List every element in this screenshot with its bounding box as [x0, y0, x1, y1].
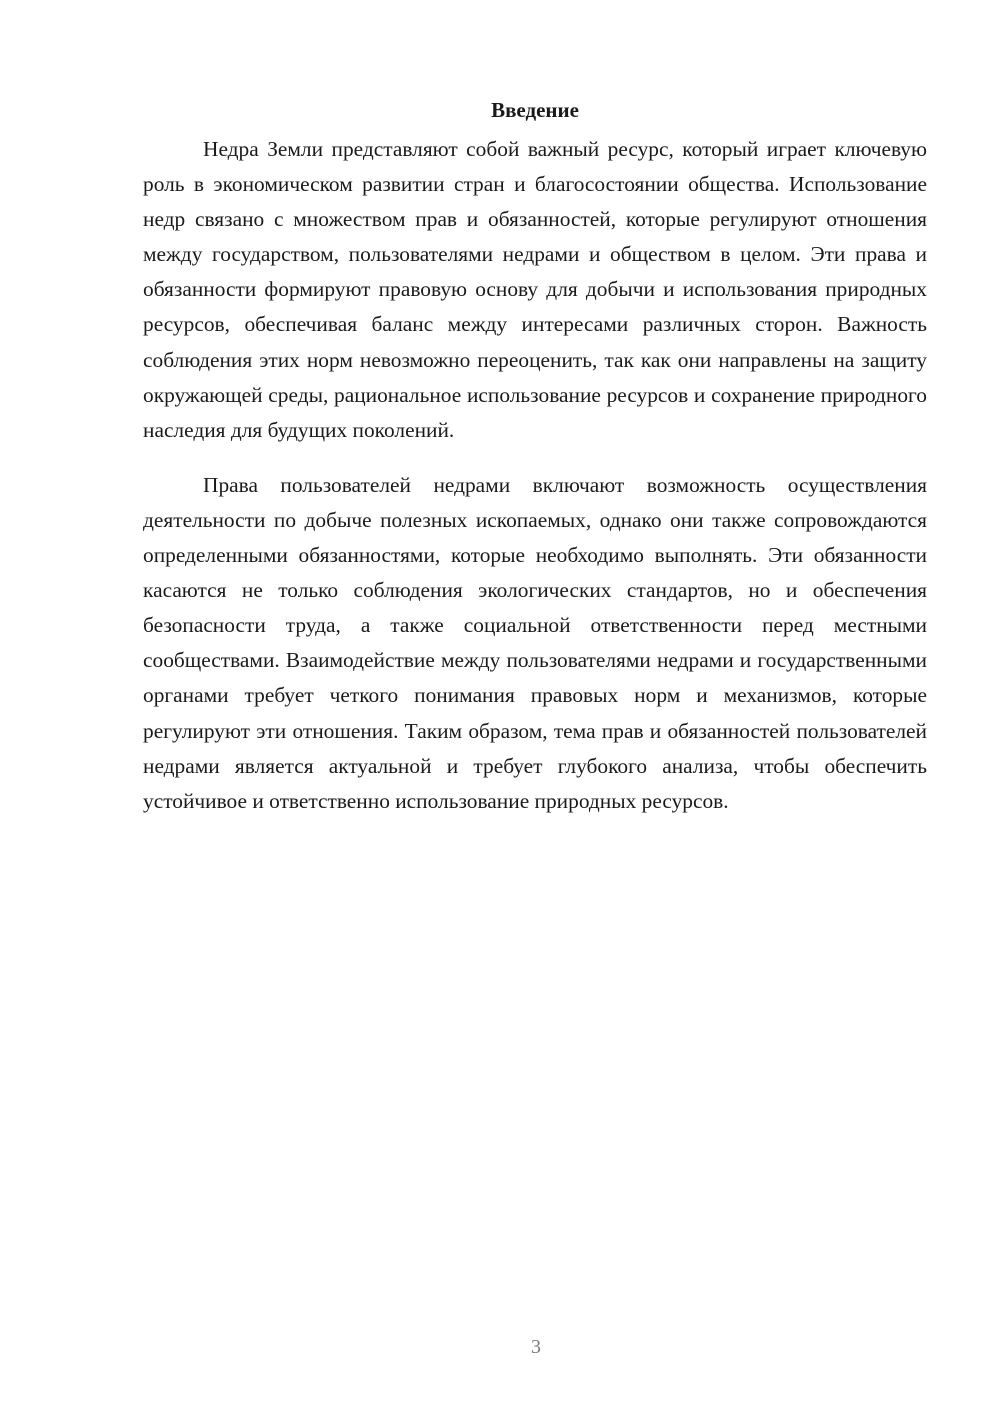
page-content — [143, 95, 927, 819]
section-heading: Введение — [491, 98, 579, 122]
page-number: 3 — [531, 1336, 541, 1358]
paragraph-introduction-2: Права пользователей недрами включают возможность осуществления деятельности по добыче полезных ископаемых, однако они также сопровождаются определенными обязанностями, которые необходимо выполнять. Эти обязанности касаются не только соблюдения экологических стандартов, но и обеспечения безопасности труда, а также социальной ответственности перед местными сообществами. Взаимодействие между пользователями недрами и государственными органами требует четкого понимания правовых норм и механизмов, которые регулируют эти отношения. Таким образом, тема прав и обязанностей пользователей недрами является актуальной и требует глубокого анализа, чтобы обеспечить устойчивое и ответственно использование природных ресурсов. — [143, 472, 927, 813]
paragraph-introduction-1: Недра Земли представляют собой важный ресурс, который играет ключевую роль в экономическом развитии стран и благосостоянии общества. Использование недр связано с множеством прав и обязанностей, которые регулируют отношения между государством, пользователями недрами и обществом в целом. Эти права и обязанности формируют правовую основу для добычи и использования природных ресурсов, обеспечивая баланс между интересами различных сторон. Важность соблюдения этих норм невозможно переоценить, так как они направлены на защиту окружающей среды, рациональное использование ресурсов и сохранение природного наследия для будущих поколений. — [143, 137, 927, 442]
